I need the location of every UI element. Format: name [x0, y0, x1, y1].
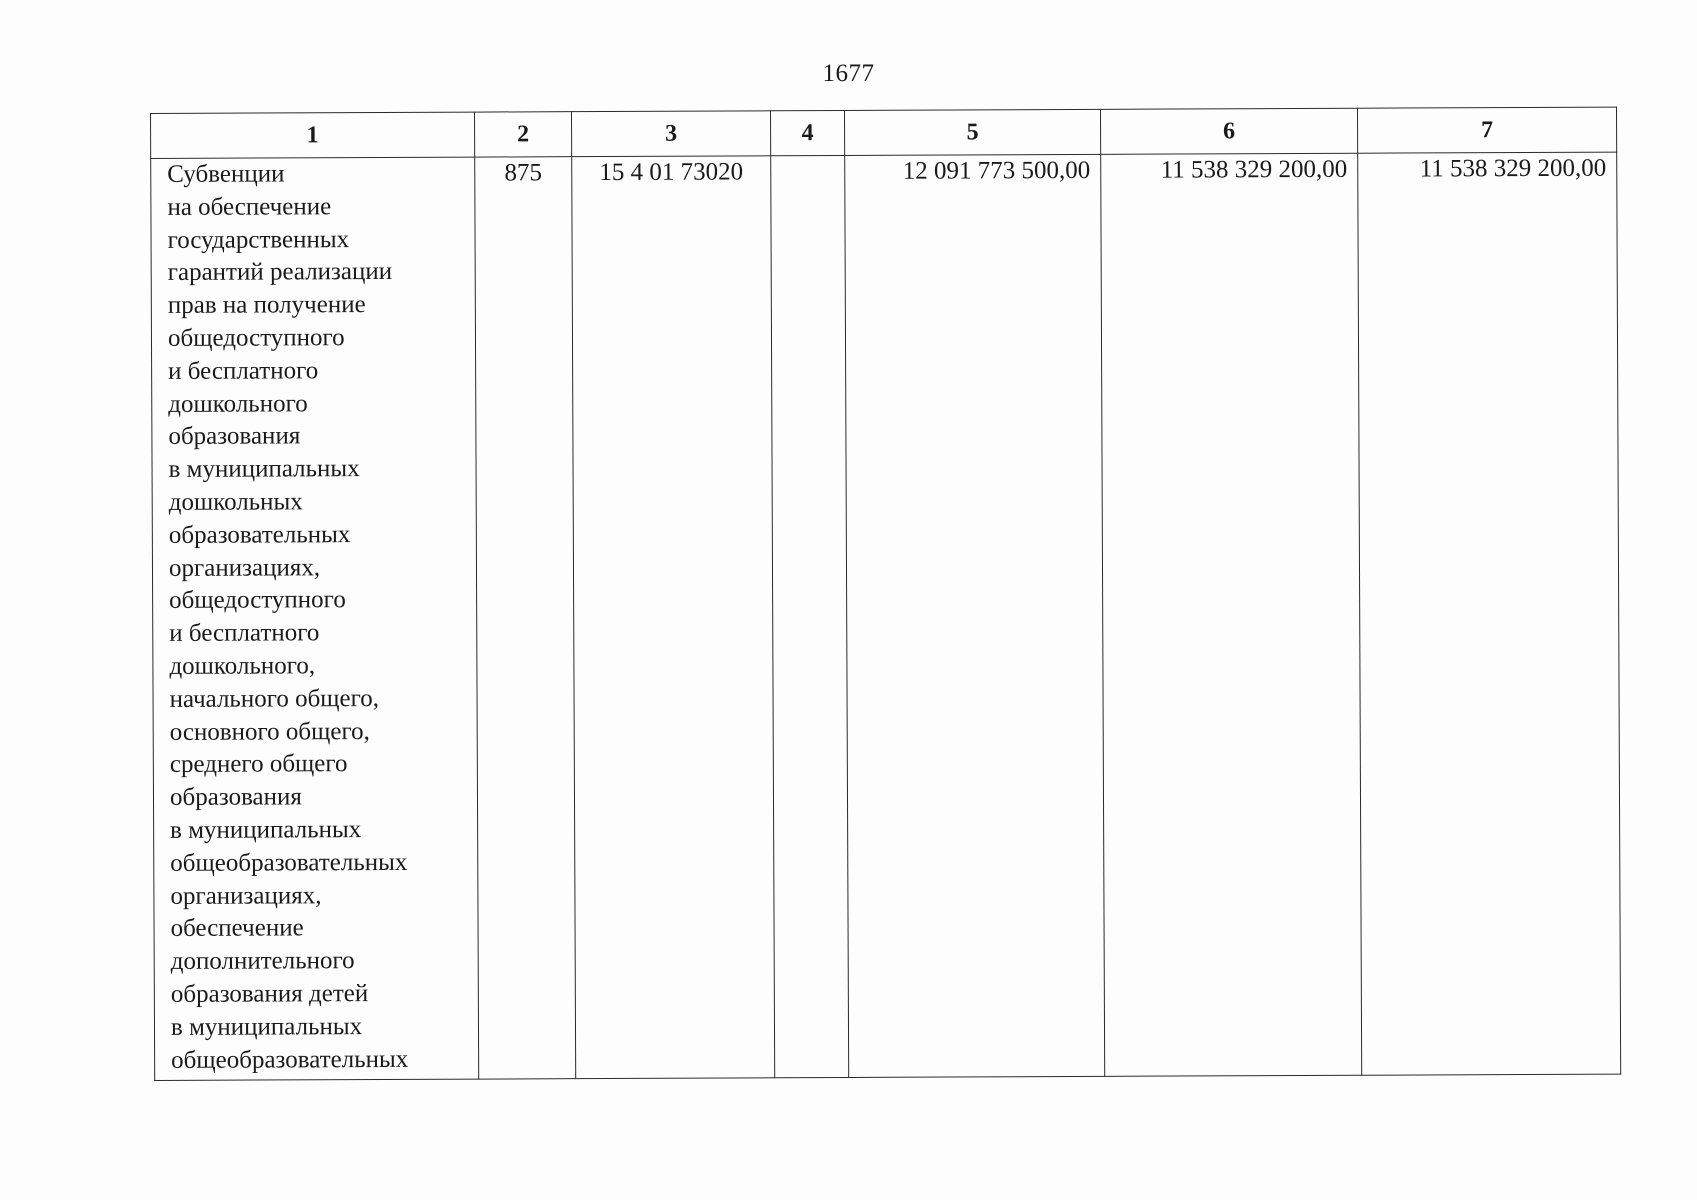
expense-name-line: образования: [168, 422, 301, 451]
amount-column-7-cell: 11 538 329 200,00: [1358, 152, 1621, 1075]
column-header-1: 1: [151, 112, 475, 158]
expense-type-cell: [771, 155, 849, 1077]
expense-name-line: общедоступного: [169, 586, 346, 615]
column-header-5: 5: [844, 109, 1100, 155]
expense-name-line: дошкольных: [168, 488, 303, 516]
column-header-7: 7: [1357, 107, 1616, 153]
amount-column-6-cell: 11 538 329 200,00: [1101, 153, 1362, 1076]
expense-name-line: Субвенции: [167, 160, 285, 188]
expense-name-line: и бесплатного: [168, 357, 319, 385]
expense-name-line: образования детей: [170, 979, 369, 1008]
expense-name-line: образования: [169, 783, 302, 812]
table-row: [151, 152, 1621, 1080]
expense-name-line: обеспечение: [170, 914, 304, 943]
department-code-cell: 875: [475, 157, 576, 1079]
page-number: 1677: [822, 60, 875, 87]
expense-name-line: прав на получение: [167, 291, 366, 320]
expense-name-line: дополнительного: [170, 947, 355, 976]
target-article-code-cell: 15 4 01 73020: [572, 156, 775, 1079]
expense-name-line: дошкольного,: [169, 652, 316, 680]
column-header-6: 6: [1100, 108, 1357, 154]
header-row: [151, 107, 1617, 158]
expense-name-line: в муниципальных: [170, 816, 362, 844]
expense-name-line: организациях,: [168, 553, 321, 582]
column-header-3: 3: [571, 111, 770, 157]
expense-name-line: в муниципальных: [168, 455, 360, 484]
expense-name-line: начального общего,: [169, 684, 380, 713]
amount-column-5-cell: 12 091 773 500,00: [845, 154, 1105, 1077]
expense-name-line: на обеспечение: [167, 193, 332, 221]
expense-name-line: дошкольного: [168, 389, 308, 418]
expense-name-line: основного общего,: [169, 717, 370, 746]
expense-name-line: образовательных: [168, 520, 351, 549]
expense-name-cell: [151, 157, 479, 1080]
expense-name-line: общедоступного: [167, 324, 345, 352]
expense-name-line: в муниципальных: [170, 1012, 363, 1041]
expense-name-line: общеобразовательных: [171, 1045, 409, 1074]
expense-name-line: государственных: [167, 225, 350, 254]
expense-name-line: гарантий реализации: [167, 258, 393, 287]
expense-name-line: и бесплатного: [169, 619, 320, 648]
column-header-4: 4: [770, 110, 844, 155]
expense-name-line: общеобразовательных: [170, 848, 408, 877]
expense-name-line: организациях,: [170, 881, 322, 910]
column-header-2: 2: [474, 112, 571, 157]
budget-table: [150, 107, 1621, 1081]
expense-name-line: среднего общего: [169, 750, 348, 779]
